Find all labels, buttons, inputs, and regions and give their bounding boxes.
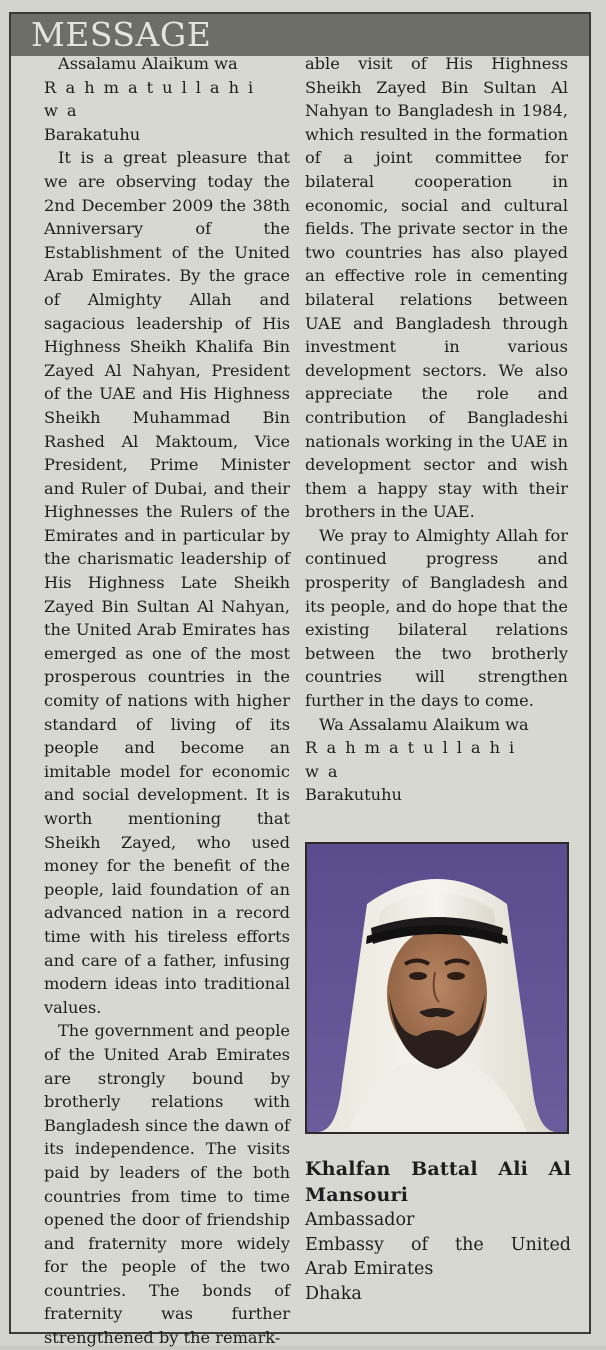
closing-line-2: Rahmatullahi wa xyxy=(305,738,524,781)
paragraph-1: It is a great pleasure that we are observing today the 2nd December 2009 the 38th Anniversary of the Establishment of the United Arab Emirates. By the grace of Almighty Allah and sagacious leadership of His Highness Sheikh Khalifa Bin Zayed Al Nahyan, President of the UAE and His Highness Sheikh Muhammad Bin Rashed Al Maktoum, Vice President, Prime Minister and Ruler of Dubai, and their Highnesses the Rulers of the Emirates and in particular by the charismatic leadership of His Highness Late Sheikh Zayed Bin Sultan Al Nahyan, the United Arab Emirates has emerged as one of the most prosperous countries in the comity of nations with higher standard of living of its people and become an imitable model for economic and social development. It is worth mentioning that Sheikh Zayed, who used money for the benefit of the people, laid foundation of an advanced nation in a record time with his tireless efforts and care of a father, infusing modern ideas into traditional values. xyxy=(44,148,290,1017)
greeting-line-3: Barakatuhu xyxy=(44,124,141,144)
left-column xyxy=(44,52,290,1350)
organization-line-1: Embassy of the United xyxy=(305,1234,571,1255)
city: Dhaka xyxy=(305,1283,362,1304)
greeting-line-1: Assalamu Alaikum wa xyxy=(58,54,238,73)
section-title: MESSAGE xyxy=(31,15,212,54)
signature-block xyxy=(305,1156,571,1306)
portrait-image xyxy=(307,844,567,1132)
paragraph-2-continued: able visit of His Highness Sheikh Zayed Bin Sultan Al Nahyan to Bangladesh in 1984, which resulted in the formation of a joint committee for bilateral cooperation in economic, social and cultural fields. The private sector in the two countries has also played an effective role in cementing bilateral relations between UAE and Bangladesh through investment in various development sectors. We also appreciate the role and contribution of Bangladeshi nationals working in the UAE in development sector and wish them a happy stay with their brothers in the UAE. xyxy=(305,54,568,522)
greeting-line-2: Rahmatullahi wa xyxy=(44,77,263,121)
closing-line-3: Barakutuhu xyxy=(305,785,402,805)
signatory-title: Ambassador xyxy=(305,1210,415,1230)
organization-line-2: Arab Emirates xyxy=(305,1259,434,1279)
paragraph-3: We pray to Almighty Allah for continued progress and prosperity of Bangladesh and its people, and do hope that the existing bilateral relations between the two brotherly countries will strengthen further in the days to come. xyxy=(305,525,568,711)
ambassador-photo xyxy=(305,842,569,1134)
paragraph-2-start: The government and people of the United Arab Emirates are strongly bound by brotherly relations with Bangladesh since the dawn of its independence. The visits paid by leaders of the both countries from time to time opened the door of friendship and fraternity more widely for the people of the two countries. The bonds of fraternity was further strengthened by the remark- xyxy=(44,1021,290,1348)
signatory-name-line-1: Khalfan Battal Ali Al xyxy=(305,1158,571,1180)
signatory-name xyxy=(305,1156,571,1208)
signatory-name-line-2: Mansouri xyxy=(305,1184,409,1206)
right-column xyxy=(305,52,568,807)
closing-line-1: Wa Assalamu Alaikum wa xyxy=(319,714,529,734)
message-header xyxy=(11,14,589,56)
